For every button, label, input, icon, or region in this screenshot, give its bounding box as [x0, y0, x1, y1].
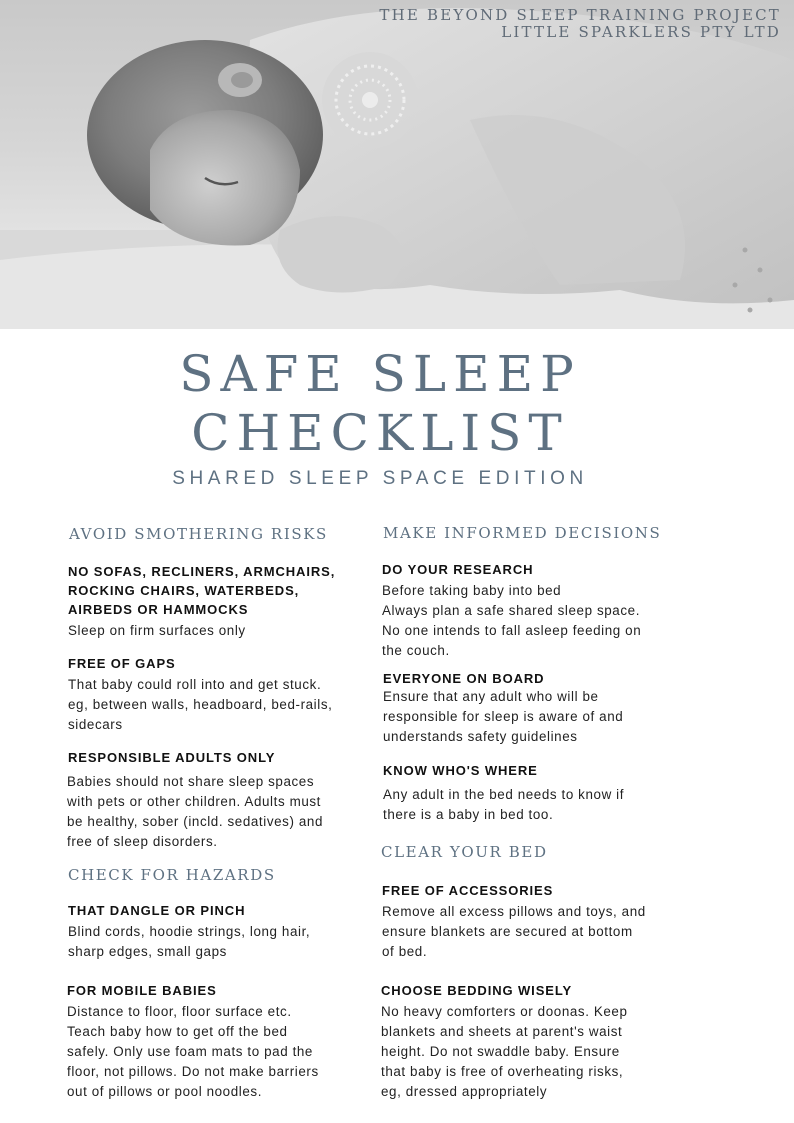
page-title-line1: SAFE SLEEP — [179, 345, 581, 403]
page-subtitle: SHARED SLEEP SPACE EDITION — [172, 468, 588, 489]
item-heading-responsible-adults: RESPONSIBLE ADULTS ONLY — [68, 750, 276, 765]
section-check-hazards: CHECK FOR HAZARDS — [68, 866, 276, 884]
item-body-free-of-accessories: Remove all excess pillows and toys, and ensure blankets are secured at bottom of bed. — [382, 904, 646, 959]
item-heading-no-sofas: NO SOFAS, RECLINERS, ARMCHAIRS, ROCKING CHAIRS, WATERBEDS, AIRBEDS OR HAMMOCKS — [68, 564, 336, 617]
item-heading-do-research: DO YOUR RESEARCH — [382, 562, 534, 577]
brand-company: LITTLE SPARKLERS PTY LTD — [501, 23, 781, 41]
brand-project: THE BEYOND SLEEP TRAINING PROJECT — [379, 6, 781, 24]
item-body-choose-bedding: No heavy comforters or doonas. Keep blankets and sheets at parent's waist height. Do not swaddle baby. Ensure that baby is free of overheating risks, eg, dressed appropriately — [381, 1004, 628, 1099]
item-heading-choose-bedding: CHOOSE BEDDING WISELY — [381, 983, 573, 998]
item-heading-free-of-gaps: FREE OF GAPS — [68, 656, 176, 671]
sleeping-baby-illustration — [0, 0, 794, 329]
item-heading-mobile-babies: FOR MOBILE BABIES — [67, 983, 217, 998]
item-heading-free-of-accessories: FREE OF ACCESSORIES — [382, 883, 554, 898]
brand-block — [379, 7, 781, 41]
item-heading-dangle-pinch: THAT DANGLE OR PINCH — [68, 903, 246, 918]
section-clear-bed: CLEAR YOUR BED — [381, 843, 548, 861]
item-body-free-of-gaps: That baby could roll into and get stuck. eg, between walls, headboard, bed-rails, sidecars — [68, 677, 333, 732]
item-heading-everyone-on-board: EVERYONE ON BOARD — [383, 671, 545, 686]
item-body-dangle-pinch: Blind cords, hoodie strings, long hair, sharp edges, small gaps — [68, 924, 311, 959]
page-title-line2: CHECKLIST — [191, 404, 569, 462]
section-informed-decisions: MAKE INFORMED DECISIONS — [383, 524, 662, 542]
section-avoid-smothering: AVOID SMOTHERING RISKS — [69, 525, 328, 543]
item-body-responsible-adults: Babies should not share sleep spaces with pets or other children. Adults must be healthy, sober (incld. sedatives) and free of sleep disorders. — [67, 774, 323, 849]
item-body-do-research: Before taking baby into bed Always plan a safe shared sleep space. No one intends to fall asleep feeding on the couch. — [382, 583, 642, 658]
item-heading-know-whos-where: KNOW WHO'S WHERE — [383, 763, 538, 778]
hero-photo — [0, 0, 794, 329]
item-body-know-whos-where: Any adult in the bed needs to know if there is a baby in bed too. — [383, 787, 625, 822]
item-body-everyone-on-board: Ensure that any adult who will be responsible for sleep is aware of and understands safety guidelines — [383, 689, 624, 744]
item-body-no-sofas: Sleep on firm surfaces only — [68, 623, 246, 638]
item-body-mobile-babies: Distance to floor, floor surface etc. Teach baby how to get off the bed safely. Only use foam mats to pad the floor, not pillows. Do not make barriers out of pillows or pool noodles. — [67, 1004, 319, 1099]
